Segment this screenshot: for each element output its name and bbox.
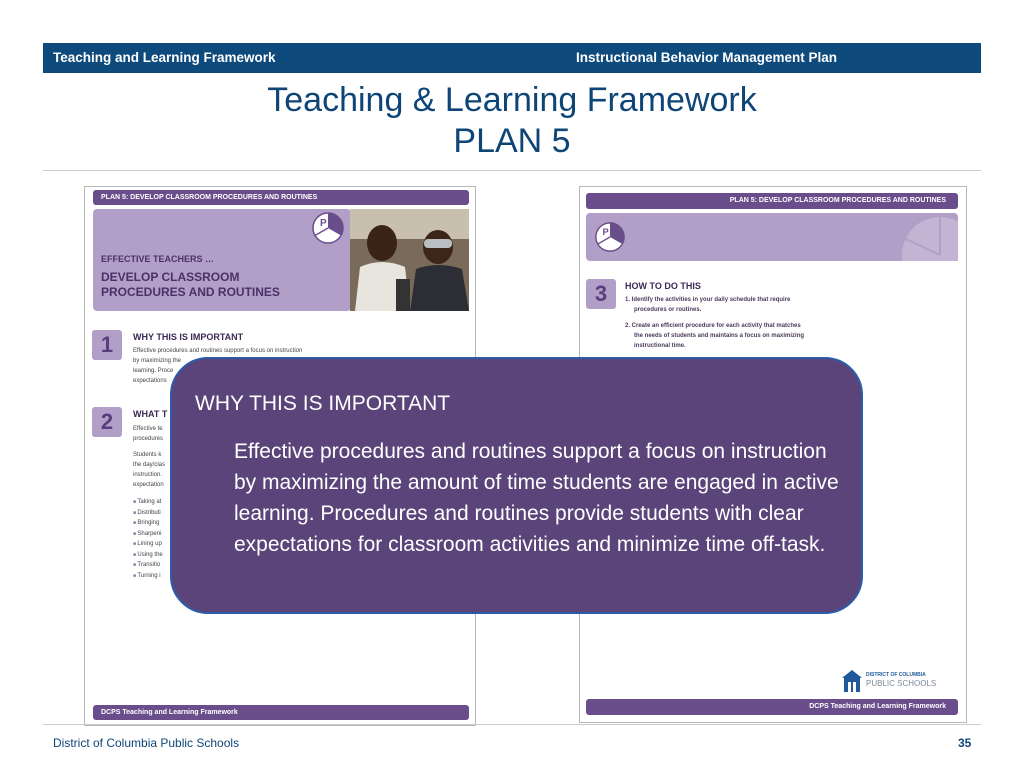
right-doc-header [586,193,958,209]
callout-heading: WHY THIS IS IMPORTANT [195,392,451,415]
callout-box [170,357,863,614]
callout-body: Effective procedures and routines support a focus on instruction by maximizing the amount of time students are engaged in active learning. Procedures and routines provide students with clear expectations for classroom activities and minimize time off-task. [234,440,839,556]
left-doc-kicker: EFFECTIVE TEACHERS … [101,254,215,264]
header-bar [43,43,981,73]
plan-pie-icon [311,211,345,245]
logo-line2: PUBLIC SCHOOLS [866,679,937,688]
left-section-1-text: Effective procedures and routines support a focus on instruction by maximizing the learning. Proce expectations [133,348,303,384]
left-doc-footer-text: DCPS Teaching and Learning Framework [101,709,238,716]
decorative-pie-icon [898,213,958,261]
left-doc-header [93,190,469,205]
right-doc-title-block [586,213,958,261]
left-section-2-title: WHAT T [133,409,168,419]
page-number: 35 [958,736,972,750]
right-section-3-number: 3 [586,279,616,309]
title-divider [43,170,981,171]
left-doc-heading: DEVELOP CLASSROOM PROCEDURES AND ROUTINES [101,270,280,299]
header-right-title: Instructional Behavior Management Plan [576,50,838,65]
svg-text:P: P [602,226,609,238]
slide-title-line2: PLAN 5 [453,122,571,160]
right-section-3-title: HOW TO DO THIS [625,281,701,291]
left-section-1-number: 1 [92,330,122,360]
left-section-2-text: Effective te procedures Students k the day/clas instruction. expectation [133,426,166,488]
left-doc-title-block [93,209,351,311]
dcps-logo [842,670,952,694]
slide-title [0,80,1024,162]
right-doc-footer-text: DCPS Teaching and Learning Framework [809,703,946,710]
left-section-1-title: WHY THIS IS IMPORTANT [133,332,244,342]
left-doc-header-text: PLAN 5: DEVELOP CLASSROOM PROCEDURES AND ROUTINES [101,194,318,201]
footer-organization: District of Columbia Public Schools [53,736,240,750]
footer-divider [43,724,981,725]
right-doc-footer [586,699,958,715]
right-section-3-steps: 1. Identify the activities in your daily schedule that require procedures or routines. 2. Create an efficient procedure for each activity that matches the needs of students and maintains a focus on maximizing instructional time. [625,297,805,349]
left-section-2-bullets: ■ Taking at ■ Distributi ■ Bringing ■ Sharpeni ■ Lining up ■ Using the ■ Transitio ■ Turning i [133,497,163,581]
header-left-title: Teaching and Learning Framework [53,50,276,65]
left-section-2-number: 2 [92,407,122,437]
plan-pie-icon [594,221,626,253]
left-doc-footer [93,705,469,720]
slide-title-line1: Teaching & Learning Framework [267,81,757,119]
right-doc-header-text: PLAN 5: DEVELOP CLASSROOM PROCEDURES AND ROUTINES [729,197,946,204]
students-photo [350,209,469,311]
logo-line1: DISTRICT OF COLUMBIA [866,672,926,678]
svg-text:P: P [320,218,327,229]
dcps-building-icon [842,670,862,692]
